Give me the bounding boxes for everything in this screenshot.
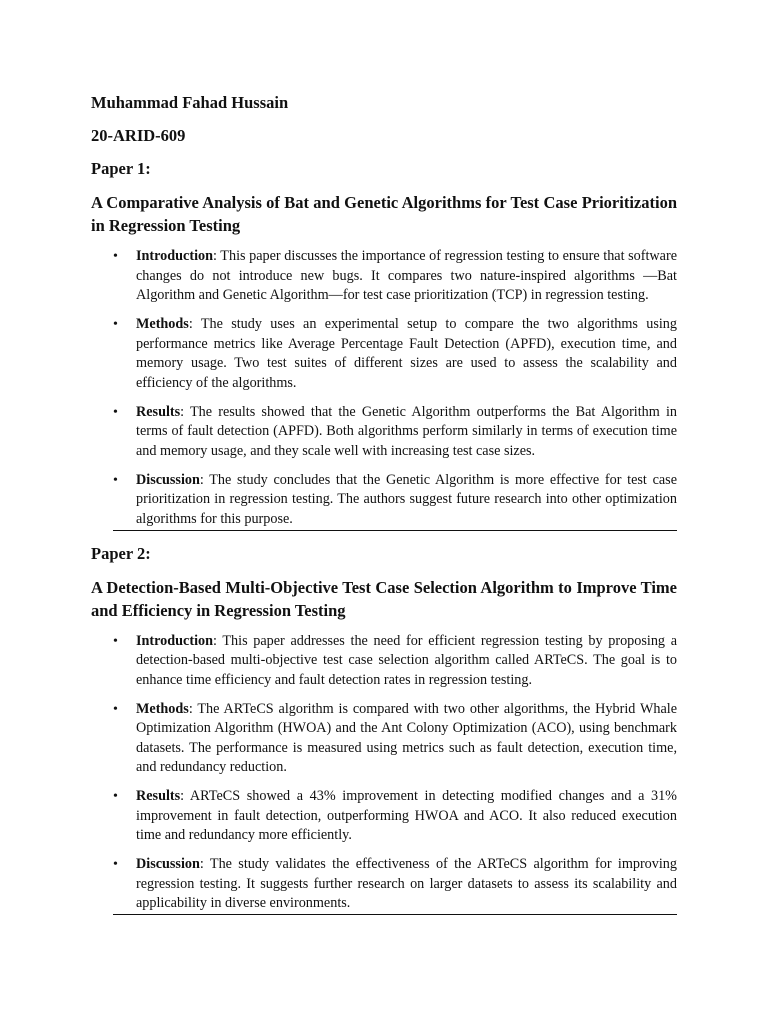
section-text: : The study concludes that the Genetic Algorithm is more effective for test case prioritization in regression testing. The authors suggest future research into other optimization algorithms for this purpose. — [136, 471, 677, 527]
paper-2-introduction — [91, 632, 677, 691]
section-term: Methods — [136, 700, 189, 717]
paper-1-label: Paper 1: — [91, 159, 151, 178]
section-term: Discussion — [136, 856, 200, 872]
bullet-icon: • — [113, 857, 118, 872]
paper-1-methods — [91, 315, 677, 393]
section-text: : The study uses an experimental setup to compare the two algorithms using performance metrics like Average Percentage Fault Detection (APFD), execution time, and memory usage. Two test suites of different sizes are used to assess the scalability and efficiency of the algorithms. — [136, 316, 677, 391]
paper-1-introduction — [91, 247, 677, 306]
section-text: : The results showed that the Genetic Algorithm outperforms the Bat Algorithm in terms of fault detection (APFD). Both algorithms perform similarly in terms of execution time and memory usage, and they scale well with increasing test case sizes. — [136, 403, 677, 459]
section-text: : This paper addresses the need for efficient regression testing by proposing a detection-based multi-objective test case selection algorithm called ARTeCS. The goal is to enhance time efficiency and fault detection rates in regression testing. — [136, 632, 677, 688]
bullet-icon: • — [113, 249, 118, 264]
section-term: Introduction — [136, 248, 213, 264]
section-term: Introduction — [136, 632, 213, 649]
student-id: 20-ARID-609 — [91, 126, 186, 145]
section-text: : This paper discusses the importance of regression testing to ensure that software changes do not introduce new bugs. It compares two nature-inspired algorithms —Bat Algorithm and Genetic Algorithm—for test case prioritization (TCP) in regression testing. — [136, 248, 677, 303]
paper-2-summary-list — [91, 632, 677, 914]
paper-2-results — [91, 787, 677, 846]
section-term: Results — [136, 788, 181, 804]
paper-2-title: A Detection-Based Multi-Objective Test Case Selection Algorithm to Improve Time and Efficiency in Regression Testing — [91, 577, 677, 620]
bullet-icon: • — [113, 317, 118, 332]
document-page — [91, 92, 677, 915]
paper-2 — [91, 543, 677, 916]
section-term: Methods — [136, 316, 189, 332]
paper-2-discussion — [91, 855, 677, 914]
paper-1-discussion — [91, 471, 677, 530]
paper-1 — [91, 158, 677, 531]
bullet-icon: • — [113, 789, 118, 804]
section-term: Results — [136, 403, 181, 420]
bullet-icon: • — [113, 404, 118, 420]
section-divider — [113, 914, 677, 915]
paper-1-summary-list — [91, 247, 677, 529]
section-text: : ARTeCS showed a 43% improvement in detecting modified changes and a 31% improvement in fault detection, outperforming HWOA and ACO. It also reduced execution time and redundancy more efficiently. — [136, 788, 677, 843]
bullet-icon: • — [113, 472, 118, 488]
bullet-icon: • — [113, 633, 118, 649]
author-name: Muhammad Fahad Hussain — [91, 93, 289, 112]
paper-2-label: Paper 2: — [91, 543, 151, 563]
section-divider — [113, 530, 677, 531]
section-term: Discussion — [136, 471, 200, 488]
section-text: : The study validates the effectiveness of the ARTeCS algorithm for improving regression testing. It suggests further research on larger datasets to assess its scalability and applicability in diverse environments. — [136, 856, 677, 911]
bullet-icon: • — [113, 701, 118, 717]
section-text: : The ARTeCS algorithm is compared with two other algorithms, the Hybrid Whale Optimization Algorithm (HWOA) and the Ant Colony Optimization (ACO), using benchmark datasets. The performance is measured using metrics such as fault detection, execution time, and redundancy reduction. — [136, 700, 677, 775]
paper-2-methods — [91, 700, 677, 778]
paper-1-results — [91, 403, 677, 462]
paper-1-title: A Comparative Analysis of Bat and Genetic Algorithms for Test Case Prioritization in Regression Testing — [91, 193, 677, 235]
